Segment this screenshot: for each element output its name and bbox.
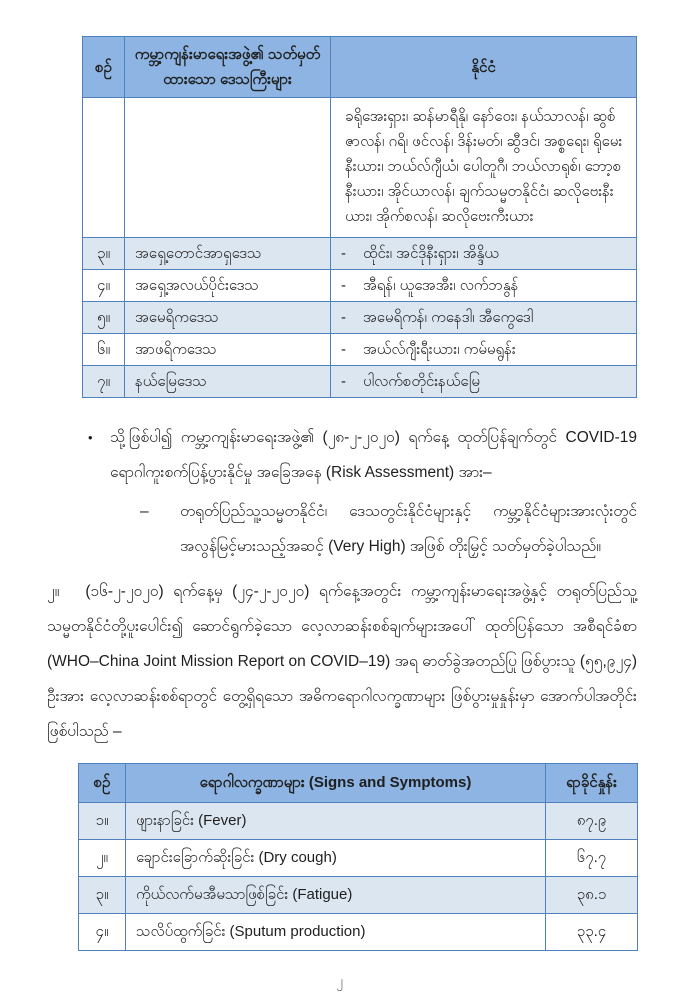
signs-symptoms-table (78, 763, 638, 951)
table-row (83, 270, 637, 302)
symptoms-table-header-row (79, 764, 638, 803)
symptoms-header-symptom: ရောဂါလက္ခဏာများ (Signs and Symptoms) (126, 764, 546, 803)
dash: - (341, 373, 346, 390)
row-serial: ၇။ (83, 366, 125, 398)
country-list: အမေရိကန်၊ ကနေဒါ၊ အီကွေဒေါ (363, 309, 534, 326)
row-countries (331, 270, 637, 302)
row-symptom: သလိပ်ထွက်ခြင်း (Sputum production) (126, 914, 546, 951)
table-row (83, 238, 637, 270)
very-high-subitem (140, 494, 637, 564)
joint-mission-paragraph (47, 574, 637, 749)
who-regions-table (82, 36, 637, 398)
row-serial: ၄။ (83, 270, 125, 302)
row-serial: ၂။ (79, 840, 126, 877)
row-countries (331, 366, 637, 398)
symptoms-header-serial: စဉ် (79, 764, 126, 803)
row-serial: ၃။ (79, 877, 126, 914)
table-row (83, 334, 637, 366)
row-serial: ၅။ (83, 302, 125, 334)
country-list: ထိုင်း၊ အင်ဒိုနီးရှား၊ အိန္ဒိယ (363, 245, 499, 262)
row-region: နယ်မြေဒေသ (125, 366, 331, 398)
table-row (83, 302, 637, 334)
row-percent: ၃၃.၄ (546, 914, 638, 951)
row-countries (331, 302, 637, 334)
paragraph-number: ၂။ (47, 583, 60, 600)
continuation-region-cell (125, 98, 331, 238)
bullet-icon: • (88, 430, 93, 445)
row-region: အရှေ့အလယ်ပိုင်းဒေသ (125, 270, 331, 302)
table-row (83, 366, 637, 398)
row-symptom: ကိုယ်လက်မအီမသာဖြစ်ခြင်း (Fatigue) (126, 877, 546, 914)
table-row (79, 914, 638, 951)
risk-assessment-paragraph (88, 420, 637, 490)
row-percent: ၈၇.၉ (546, 803, 638, 840)
row-percent: ၆၇.၇ (546, 840, 638, 877)
country-list: အီရန်၊ ယူအေအီး၊ လက်ဘနွန် (363, 277, 519, 294)
row-symptom: ဖျားနာခြင်း (Fever) (126, 803, 546, 840)
regions-header-country: နိုင်ငံ (331, 37, 637, 98)
row-serial: ၃။ (83, 238, 125, 270)
regions-header-region: ကမ္ဘာ့ကျန်းမာရေးအဖွဲ့၏ သတ်မှတ်ထားသော ဒေသကြီးများ (125, 37, 331, 98)
row-symptom: ချောင်းခြောက်ဆိုးခြင်း (Dry cough) (126, 840, 546, 877)
dash: - (341, 277, 346, 294)
row-percent: ၃၈.၁ (546, 877, 638, 914)
risk-assessment-text: သို့ဖြစ်ပါ၍ ကမ္ဘာ့ကျန်းမာရေးအဖွဲ့၏ (၂၈-၂-၂၀၂၀) ရက်နေ့ ထုတ်ပြန်ချက်တွင် COVID-19 ရောဂါကူးစက်ပြန့်ပွားနိုင်မှု အခြေအနေ (Risk Assessment) အား– (110, 429, 637, 481)
row-serial: ၆။ (83, 334, 125, 366)
table-row (79, 803, 638, 840)
row-serial: ၄။ (79, 914, 126, 951)
row-countries (331, 334, 637, 366)
regions-header-serial: စဉ် (83, 37, 125, 98)
very-high-text: တရုတ်ပြည်သူ့သမ္မတနိုင်ငံ၊ ဒေသတွင်းနိုင်ငံများနှင့် ကမ္ဘာ့နိုင်ငံများအားလုံးတွင် အလွန်မြင့်မားသည့်အဆင့် (Very High) အဖြစ် တိုးမြှင့် သတ်မှတ်ခဲ့ပါသည်။ (180, 503, 637, 555)
dash-icon: – (140, 503, 149, 520)
continuation-countries-cell: ခရိုအေးရှား၊ ဆန်မာရီနို၊ နော်ဝေး၊ နယ်သာလန်၊ ဆွစ်ဇာလန်၊ ဂရိ၊ ဖင်လန်၊ ဒိန်းမတ်၊ ဆွီဒင်၊ အစ္စရေး၊ ရိုမေးနီးယား၊ ဘယ်လ်ဂျီယံ၊ ပေါတူဂီ၊ ဘယ်လာရုစ်၊ ဘော့စနီးယား၊ အိုင်ယာလန်၊ ချက်သမ္မတနိုင်ငံ၊ ဆလိုဗေးနီးယား၊ အိုက်စလန်၊ ဆလိုဗေးကီးယား (331, 98, 637, 238)
joint-mission-text: (၁၆-၂-၂၀၂၀) ရက်နေ့မှ (၂၄-၂-၂၀၂၀) ရက်နေ့အတွင်း ကမ္ဘာ့ကျန်းမာရေးအဖွဲ့နှင့် တရုတ်ပြည်သူ့သမ္မတနိုင်ငံတို့ပူးပေါင်း၍ ဆောင်ရွက်ခဲ့သော လေ့လာဆန်းစစ်ချက်များအပေါ် ထုတ်ပြန်သော အစီရင်ခံစာ (WHO–China Joint Mission Report on COVID–19) အရ ဓာတ်ခွဲအတည်ပြု ဖြစ်ပွားသူ (၅၅,၉၂၄) ဦးအား လေ့လာဆန်းစစ်ရာတွင် တွေ့ရှိရသော အဓိကရောဂါလက္ခဏာများ ဖြစ်ပွားမှုနှုန်းမှာ အောက်ပါအတိုင်းဖြစ်ပါသည် – (47, 583, 637, 740)
dash: - (341, 341, 346, 358)
page-number: ၂ (336, 973, 343, 988)
document-page (0, 36, 679, 996)
symptoms-header-percent: ရာခိုင်နှုန်း (546, 764, 638, 803)
row-serial: ၁။ (79, 803, 126, 840)
row-region: အမေရိကဒေသ (125, 302, 331, 334)
country-list: ပါလက်စတိုင်းနယ်မြေ (363, 373, 480, 390)
continuation-serial-cell (83, 98, 125, 238)
regions-table-header-row (83, 37, 637, 98)
country-list: အယ်လ်ဂျီးရီးယား၊ ကမ်မရွန်း (363, 341, 516, 358)
table-row (79, 840, 638, 877)
regions-continuation-row (83, 98, 637, 238)
dash: - (341, 245, 346, 262)
dash: - (341, 309, 346, 326)
row-region: အရှေ့တောင်အာရှဒေသ (125, 238, 331, 270)
row-countries (331, 238, 637, 270)
row-region: အာဖရိကဒေသ (125, 334, 331, 366)
table-row (79, 877, 638, 914)
